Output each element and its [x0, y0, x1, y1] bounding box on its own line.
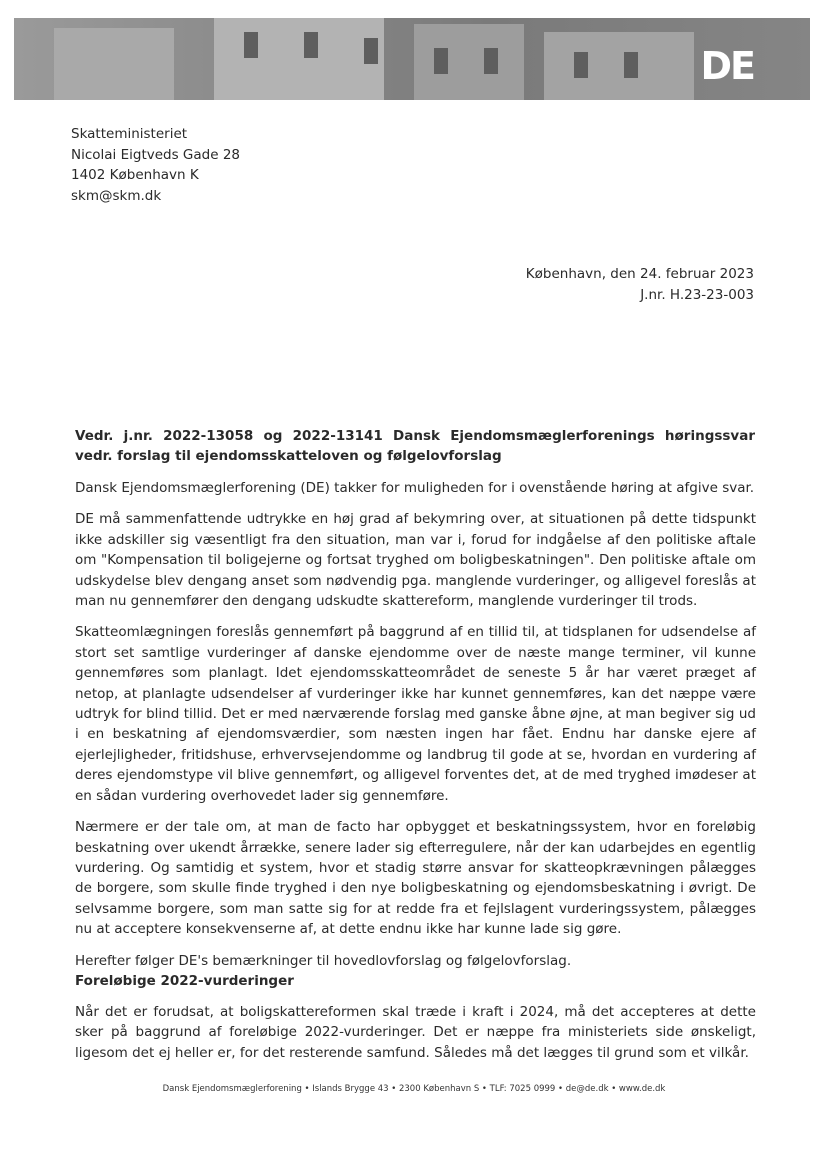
page-footer: Dansk Ejendomsmæglerforening • Islands Brygge 43 • 2300 København S • TLF: 7025 0999 • de@de.dk • www.de.dk — [162, 1084, 666, 1094]
address-line: Skatteministeriet — [71, 126, 188, 142]
section-heading: Foreløbige 2022-vurderinger — [75, 973, 294, 989]
recipient-address — [71, 124, 240, 206]
date-reference-block — [526, 264, 754, 305]
body-paragraph: Nærmere er der tale om, at man de facto har opbygget et beskatningssystem, hvor en foreløbig beskatning over ukendt årrække, senere lader sig efterregulere, når der kan udarbejdes en egentlig vurdering. Og samtidig et system, hvor et stadig større ansvar for skatteopkrævningen pålægges de borgere, som skulle finde tryghed i den nye boligbeskatning og ejendomsbeskatning i øvrigt. De selvsamme borgere, som man satte sig for at redde fra et fejlslagent vurderingssystem, pålægges nu at acceptere konsekvenserne af, at dette endnu ikke har kunne lade sig gøre. — [75, 819, 756, 938]
body-paragraph: Skatteomlægningen foreslås gennemført på baggrund af en tillid til, at tidsplanen for udsendelse af stort set samtlige vurderinger af danske ejendomme over de næste mange terminer, vil kunne gennemføres som planlagt. Idet ejendomsskatteområdet de seneste 5 år har været præget af netop, at planlagte udsendelser af vurderinger ikke har kunnet gennemføres, kan det næppe være udtryk for blind tillid. Det er med nærværende forslag med ganske åbne øjne, at man begiver sig ud i en beskatning af ejendomsværdier, som næsten ingen har fået. Endnu har danske ejere af ejerlejligheder, fritidshuse, erhvervsejendomme og landbrug til gode at se, hvordan en vurdering af deres ejendomstype vil blive gennemført, og alligevel forventes det, at de med tryghed imødeser at en sådan vurdering overhovedet lader sig gennemføre. — [75, 624, 756, 804]
body-paragraph: Herefter følger DE's bemærkninger til hovedlovforslag og følgelovforslag. — [75, 952, 572, 969]
letter-body — [75, 478, 756, 982]
header-banner-photo — [14, 18, 810, 100]
letter-subject: Vedr. j.nr. 2022-13058 og 2022-13141 Dansk Ejendomsmæglerforenings høringssvar vedr. forslag til ejendomsskatteloven og følgelovforslag — [75, 428, 755, 464]
section-paragraph: Når det er forudsat, at boligskattereformen skal træde i kraft i 2024, må det accepteres at dette sker på baggrund af foreløbige 2022-vurderinger. Det er næppe fra ministeriets side ønskeligt, ligesom det ej heller er, for det resterende samfund. Således må det lægges til grund som et vilkår. — [75, 1004, 756, 1061]
body-paragraph: DE må sammenfattende udtrykke en høj grad af bekymring over, at situationen på dette tidspunkt ikke adskiller sig væsentligt fra den situation, man var i, forud for indgåelse af den politiske aftale om "Kompensation til boligejerne og fortsat tryghed om boligbeskatningen". Den politiske aftale om udskydelse blev dengang anset som nødvendig pga. manglende vurderinger, og alligevel foreslås at man nu gennemfører den dengang udskudte skattereform, manglende vurderinger til trods. — [75, 511, 756, 610]
address-email: skm@skm.dk — [71, 187, 162, 204]
address-line: Nicolai Eigtveds Gade 28 — [71, 146, 241, 163]
address-line: 1402 København K — [71, 167, 199, 183]
journal-number: J.nr. H.23-23-003 — [640, 286, 754, 303]
body-paragraph: Dansk Ejendomsmæglerforening (DE) takker for muligheden for i ovenstående høring at afgive svar. — [75, 480, 755, 496]
letter-date: København, den 24. februar 2023 — [525, 266, 754, 282]
de-logo: DE — [700, 44, 754, 88]
